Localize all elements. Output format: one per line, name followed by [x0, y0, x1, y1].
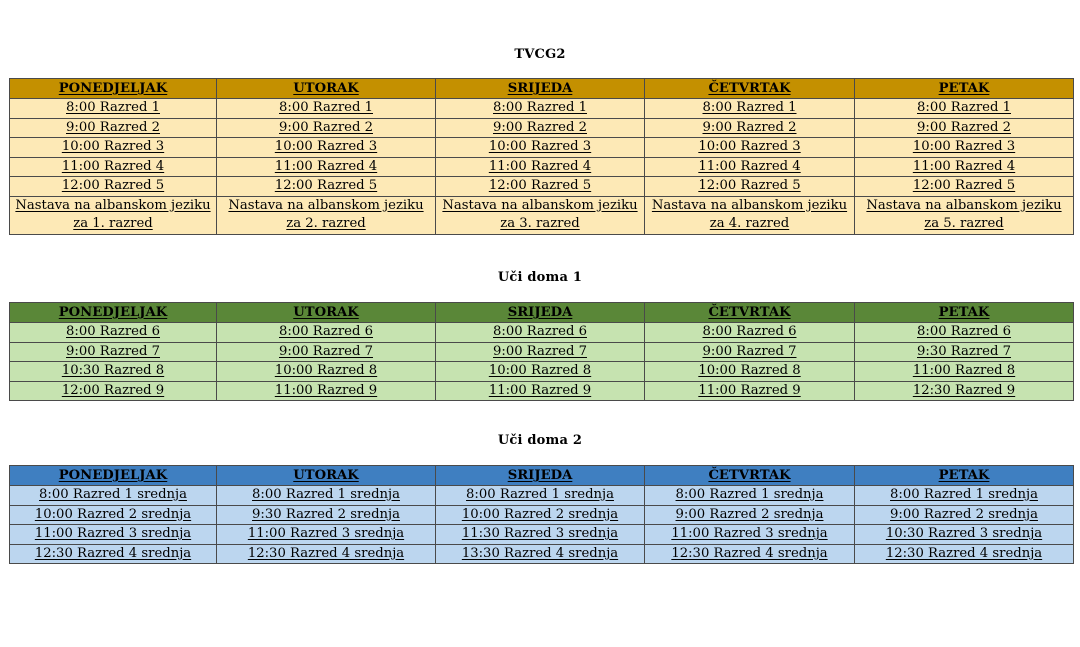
table-row [10, 362, 1074, 382]
schedule-cell[interactable]: 10:00 Razred 3 [436, 138, 645, 158]
schedule-cell[interactable]: 8:00 Razred 1 srednja [10, 486, 217, 506]
table-row [10, 486, 1074, 506]
schedule-cell[interactable]: 9:00 Razred 2 [645, 118, 855, 138]
section-title-uci-doma-2: Uči doma 2 [497, 433, 583, 448]
table-row [10, 138, 1074, 158]
schedule-cell[interactable]: 8:00 Razred 1 [436, 99, 645, 119]
day-header: PETAK [855, 303, 1074, 323]
schedule-cell[interactable]: 8:00 Razred 1 [855, 99, 1074, 119]
schedule-cell[interactable]: 11:00 Razred 4 [10, 157, 217, 177]
day-header: PONEDJELJAK [10, 466, 217, 486]
schedule-cell[interactable]: 12:30 Razred 4 srednja [855, 544, 1074, 564]
schedule-cell[interactable]: 10:00 Razred 2 srednja [10, 505, 217, 525]
schedule-cell[interactable]: 8:00 Razred 1 [217, 99, 436, 119]
schedule-cell[interactable]: 9:00 Razred 2 [855, 118, 1074, 138]
schedule-cell[interactable]: 10:30 Razred 8 [10, 362, 217, 382]
schedule-cell[interactable]: 11:00 Razred 4 [645, 157, 855, 177]
schedule-cell[interactable]: 8:00 Razred 1 srednja [436, 486, 645, 506]
schedule-cell[interactable]: 12:00 Razred 5 [10, 177, 217, 197]
day-header: UTORAK [217, 466, 436, 486]
schedule-cell[interactable]: 11:00 Razred 8 [855, 362, 1074, 382]
schedule-cell[interactable]: 8:00 Razred 1 srednja [855, 486, 1074, 506]
schedule-cell[interactable]: 9:00 Razred 2 [217, 118, 436, 138]
schedule-cell[interactable]: Nastava na albanskom jeziku za 4. razred [645, 196, 855, 234]
schedule-cell[interactable]: 9:00 Razred 2 srednja [855, 505, 1074, 525]
schedule-cell[interactable]: 9:00 Razred 7 [217, 342, 436, 362]
schedule-cell[interactable]: 10:00 Razred 3 [645, 138, 855, 158]
table-row [10, 99, 1074, 119]
schedule-cell[interactable]: 11:00 Razred 9 [436, 381, 645, 401]
schedule-cell[interactable]: 9:00 Razred 7 [10, 342, 217, 362]
schedule-cell[interactable]: 8:00 Razred 6 [436, 323, 645, 343]
table-row [10, 505, 1074, 525]
schedule-cell[interactable]: 10:00 Razred 3 [217, 138, 436, 158]
schedule-cell[interactable]: 9:00 Razred 2 [436, 118, 645, 138]
day-header: ČETVRTAK [645, 79, 855, 99]
schedule-cell[interactable]: 8:00 Razred 6 [217, 323, 436, 343]
table-row [10, 196, 1074, 234]
day-header: SRIJEDA [436, 466, 645, 486]
day-header: PETAK [855, 79, 1074, 99]
schedule-cell[interactable]: 11:00 Razred 4 [217, 157, 436, 177]
day-header: SRIJEDA [436, 79, 645, 99]
table-row [10, 381, 1074, 401]
schedule-cell[interactable]: 8:00 Razred 1 srednja [217, 486, 436, 506]
schedule-cell[interactable]: 10:00 Razred 3 [10, 138, 217, 158]
section-title-tvcg2: TVCG2 [514, 47, 566, 62]
schedule-cell[interactable]: 8:00 Razred 6 [855, 323, 1074, 343]
table-row [10, 544, 1074, 564]
section-title-uci-doma-1: Uči doma 1 [497, 270, 583, 285]
day-header: PETAK [855, 466, 1074, 486]
table-row [10, 323, 1074, 343]
schedule-cell[interactable]: 13:30 Razred 4 srednja [436, 544, 645, 564]
schedule-cell[interactable]: 9:00 Razred 2 srednja [645, 505, 855, 525]
schedule-cell[interactable]: 10:00 Razred 8 [645, 362, 855, 382]
schedule-cell[interactable]: 12:00 Razred 5 [855, 177, 1074, 197]
table-header-row [10, 466, 1074, 486]
schedule-cell[interactable]: Nastava na albanskom jeziku za 5. razred [855, 196, 1074, 234]
schedule-cell[interactable]: 9:00 Razred 2 [10, 118, 217, 138]
day-header: SRIJEDA [436, 303, 645, 323]
schedule-cell[interactable]: 12:00 Razred 5 [436, 177, 645, 197]
schedule-table-uci-doma-1 [9, 302, 1074, 401]
day-header: ČETVRTAK [645, 303, 855, 323]
schedule-cell[interactable]: 12:00 Razred 5 [217, 177, 436, 197]
schedule-cell[interactable]: Nastava na albanskom jeziku za 1. razred [10, 196, 217, 234]
schedule-cell[interactable]: 11:00 Razred 3 srednja [10, 525, 217, 545]
schedule-cell[interactable]: 8:00 Razred 6 [645, 323, 855, 343]
day-header: UTORAK [217, 303, 436, 323]
schedule-cell[interactable]: 11:30 Razred 3 srednja [436, 525, 645, 545]
day-header: PONEDJELJAK [10, 303, 217, 323]
table-row [10, 177, 1074, 197]
schedule-cell[interactable]: 11:00 Razred 9 [645, 381, 855, 401]
schedule-cell[interactable]: Nastava na albanskom jeziku za 3. razred [436, 196, 645, 234]
schedule-cell[interactable]: 9:30 Razred 2 srednja [217, 505, 436, 525]
schedule-cell[interactable]: 9:00 Razred 7 [436, 342, 645, 362]
schedule-cell[interactable]: 8:00 Razred 1 [645, 99, 855, 119]
schedule-cell[interactable]: 12:00 Razred 5 [645, 177, 855, 197]
schedule-cell[interactable]: 10:00 Razred 8 [436, 362, 645, 382]
schedule-table-tvcg2 [9, 78, 1074, 235]
schedule-cell[interactable]: 9:30 Razred 7 [855, 342, 1074, 362]
schedule-cell[interactable]: 12:30 Razred 4 srednja [217, 544, 436, 564]
table-row [10, 342, 1074, 362]
schedule-cell[interactable]: 8:00 Razred 1 [10, 99, 217, 119]
schedule-cell[interactable]: 10:30 Razred 3 srednja [855, 525, 1074, 545]
schedule-cell[interactable]: 12:30 Razred 4 srednja [10, 544, 217, 564]
table-header-row [10, 303, 1074, 323]
day-header: ČETVRTAK [645, 466, 855, 486]
schedule-cell[interactable]: 10:00 Razred 3 [855, 138, 1074, 158]
schedule-cell[interactable]: 12:00 Razred 9 [10, 381, 217, 401]
table-header-row [10, 79, 1074, 99]
table-row [10, 525, 1074, 545]
schedule-cell[interactable]: 8:00 Razred 6 [10, 323, 217, 343]
schedule-cell[interactable]: 11:00 Razred 3 srednja [217, 525, 436, 545]
schedule-cell[interactable]: 10:00 Razred 8 [217, 362, 436, 382]
schedule-cell[interactable]: Nastava na albanskom jeziku za 2. razred [217, 196, 436, 234]
schedule-table-uci-doma-2 [9, 465, 1074, 564]
table-row [10, 157, 1074, 177]
schedule-cell[interactable]: 9:00 Razred 7 [645, 342, 855, 362]
schedule-cell[interactable]: 10:00 Razred 2 srednja [436, 505, 645, 525]
schedule-cell[interactable]: 8:00 Razred 1 srednja [645, 486, 855, 506]
schedule-cell[interactable]: 11:00 Razred 4 [855, 157, 1074, 177]
day-header: PONEDJELJAK [10, 79, 217, 99]
schedule-cell[interactable]: 12:30 Razred 9 [855, 381, 1074, 401]
table-row [10, 118, 1074, 138]
schedule-cell[interactable]: 12:30 Razred 4 srednja [645, 544, 855, 564]
day-header: UTORAK [217, 79, 436, 99]
schedule-cell[interactable]: 11:00 Razred 3 srednja [645, 525, 855, 545]
schedule-cell[interactable]: 11:00 Razred 4 [436, 157, 645, 177]
schedule-cell[interactable]: 11:00 Razred 9 [217, 381, 436, 401]
